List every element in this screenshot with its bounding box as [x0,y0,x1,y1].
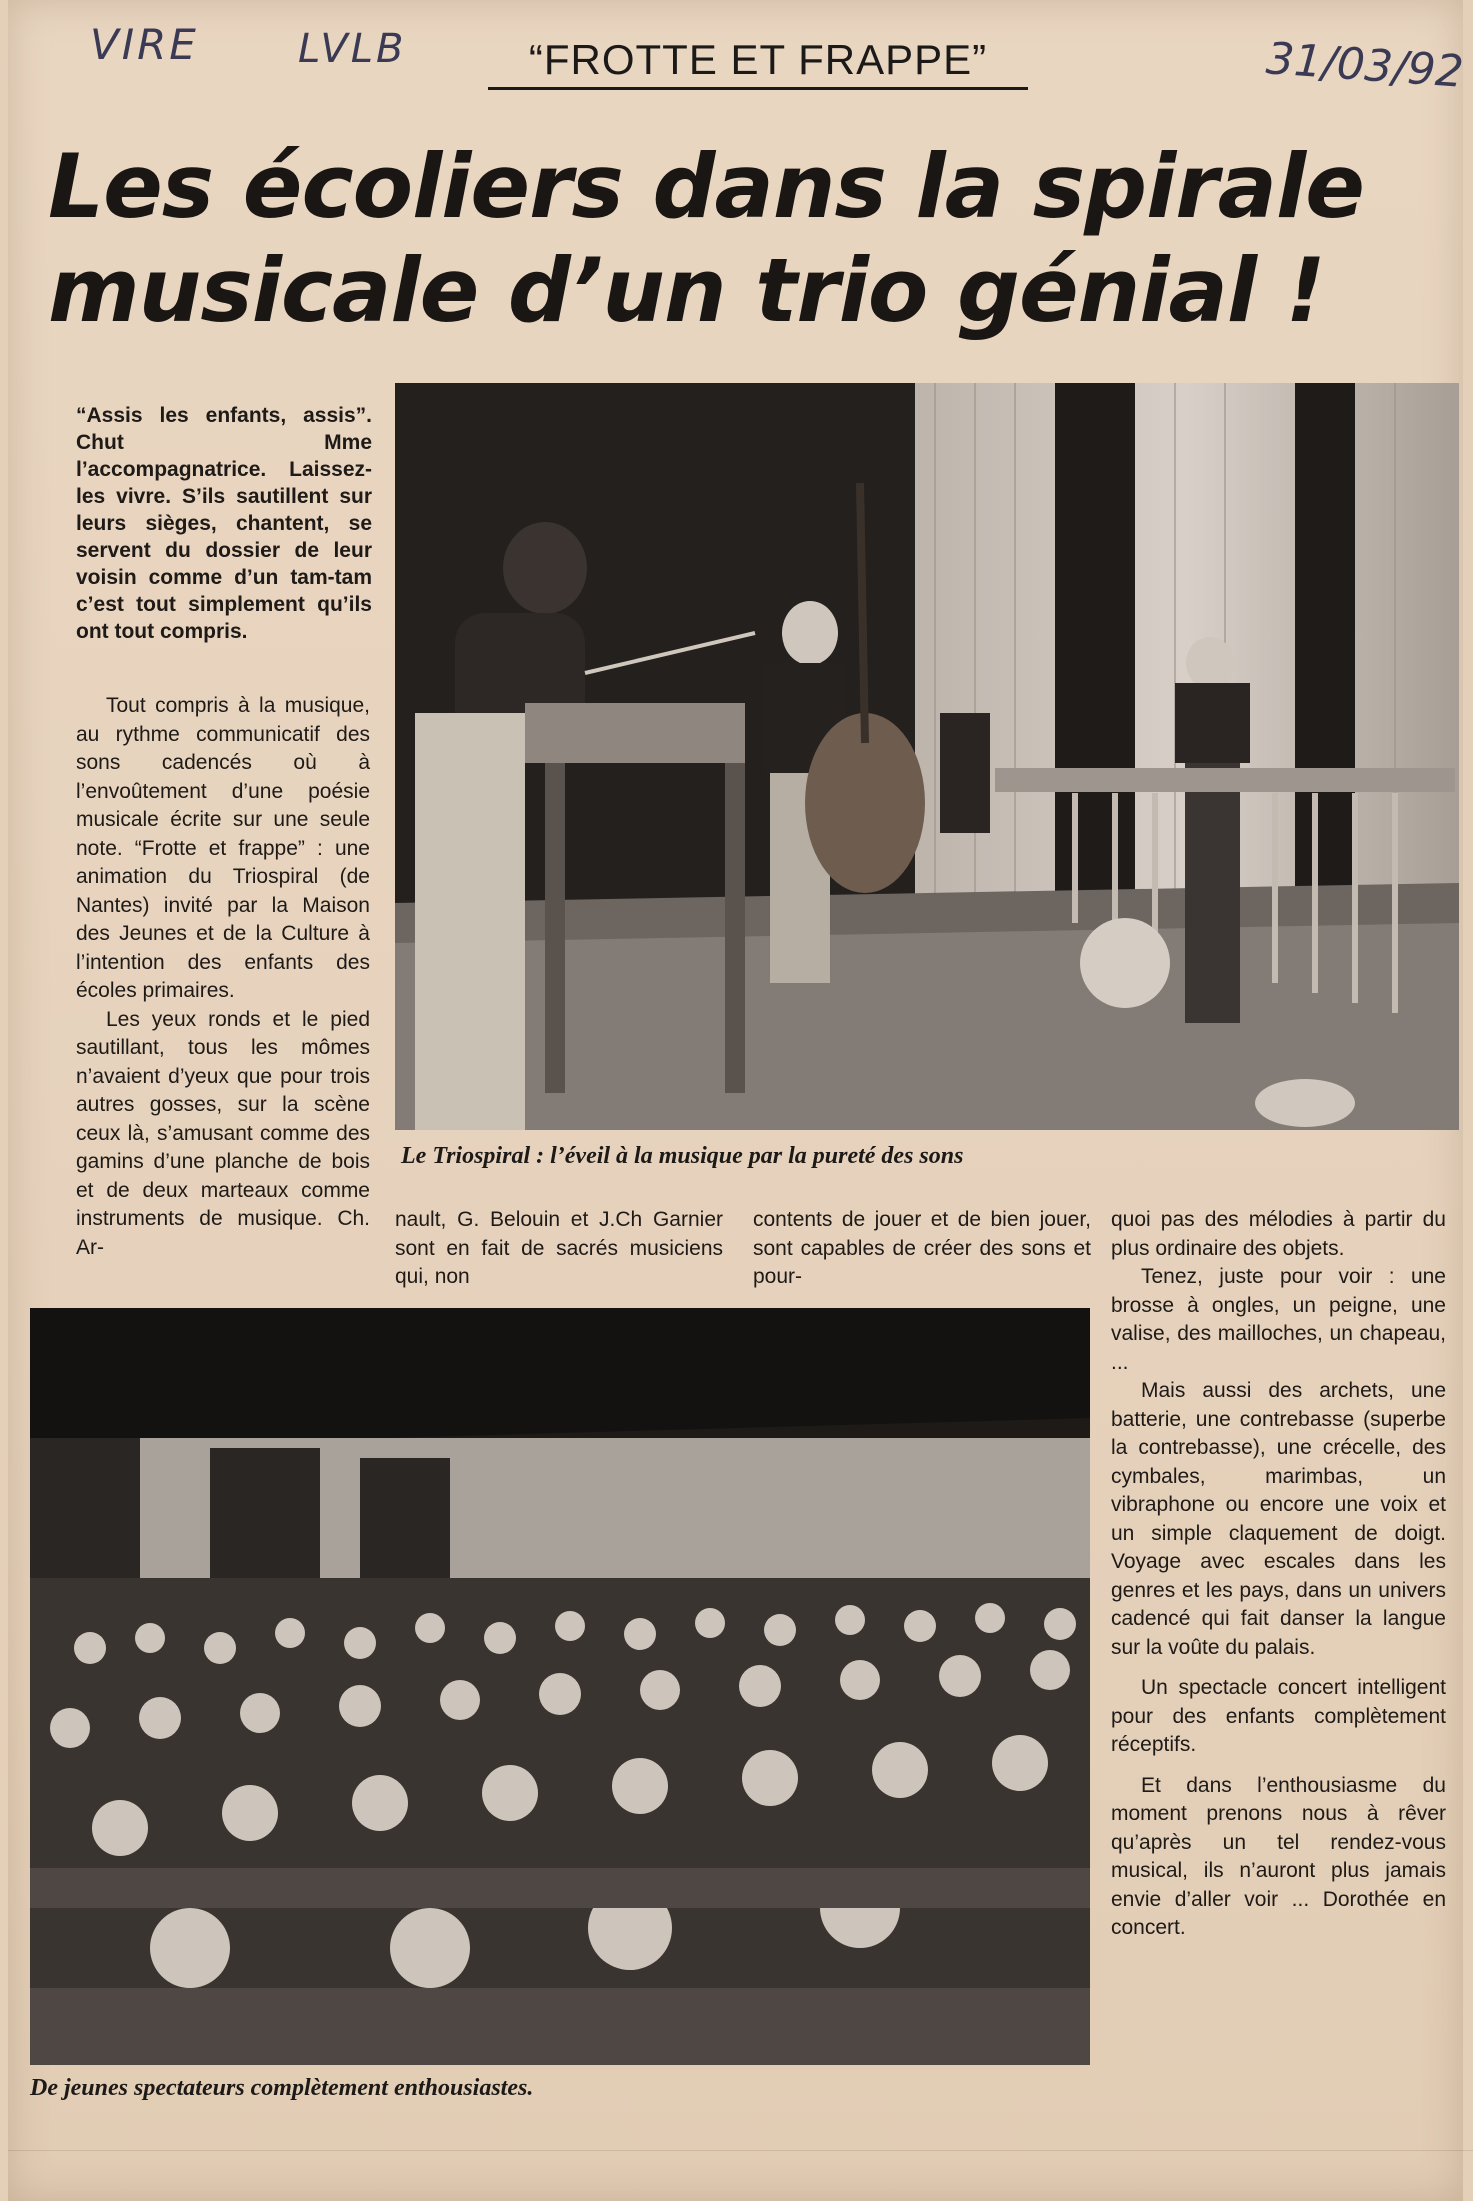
column-4-paragraph-1: quoi pas des mélodies à partir du plus ordinaire des objets. [1111,1208,1446,1260]
column-4-paragraph-2: Tenez, juste pour voir : une brosse à ongles, un peigne, une valise, des mailloches, un chapeau, ... [1111,1265,1446,1374]
paper-fold [8,2150,1473,2151]
handwritten-place: VIRE [90,20,199,69]
handwritten-source: LVLB [298,26,407,72]
article-headline [48,135,1448,343]
article-column-2: nault, G. Belouin et J.Ch Garnier sont en fait de sacrés musiciens qui, non [395,1208,723,1288]
article-kicker: “FROTTE ET FRAPPE” [478,36,1038,84]
column-1-paragraph-2: Les yeux ronds et le pied sautillant, tous les mômes n’avaient d’yeux que pour trois autres gosses, sur la scène ceux là, s’amusant comme des gamins d’une planche de bois et de deux marteaux comme instruments de musique. Ch. Ar- [76,1007,370,1259]
audience-photo [30,1308,1090,2065]
audience-photo-graphic [30,1308,1090,2065]
newspaper-clipping [8,0,1466,2201]
column-4-paragraph-5: Et dans l’enthousiasme du moment prenons nous à rêver qu’après un tel rendez-vous musical, ils n’auront plus jamais envie d’aller voir ... Dorothée en concert. [1111,1773,1446,1939]
column-4-paragraph-4: Un spectacle concert intelligent pour des enfants complètement réceptifs. [1111,1676,1446,1756]
article-column-4 [1111,1206,1446,1943]
stage-photo-graphic [395,383,1459,1130]
stage-photo-caption: Le Triospiral : l’éveil à la musique par la pureté des sons [401,1143,964,1169]
article-column-3: contents de jouer et de bien jouer, sont capables de créer des sons et pour- [753,1208,1091,1288]
headline-line-2: musicale d’un trio génial ! [48,239,1325,342]
column-4-paragraph-3: Mais aussi des archets, une batterie, une contrebasse (superbe la contrebasse), une crécelle, des cymbales, marimbas, un vibraphone ou encore une voix et un simple claquement de doigt. Voyage avec escales dans les genres et les pays, dans un univers cadencé qui fait danser la langue sur la voûte du palais. [1111,1379,1446,1659]
headline-line-1: Les écoliers dans la spirale [48,135,1364,238]
article-column-1 [76,692,370,1262]
handwritten-date: 31/03/92 [1264,33,1466,98]
column-1-paragraph-1: Tout compris à la musique, au rythme communicatif des sons cadencés où à l’envoûtement d’une poésie musicale écrite sur une seule note. “Frotte et frappe” : une animation du Triospiral (de Nantes) invité par la Maison des Jeunes et de la Culture à l’intention des enfants des écoles primaires. [76,694,370,1002]
audience-photo-caption: De jeunes spectateurs complètement enthousiastes. [30,2075,534,2101]
stage-photo [395,383,1459,1130]
article-lead: “Assis les enfants, assis”. Chut Mme l’accompagnatrice. Laissez-les vivre. S’ils sautillent sur leurs sièges, chantent, se servent du dossier de leur voisin comme d’un tam-tam c’est tout simplement qu’ils ont tout compris. [76,404,372,643]
